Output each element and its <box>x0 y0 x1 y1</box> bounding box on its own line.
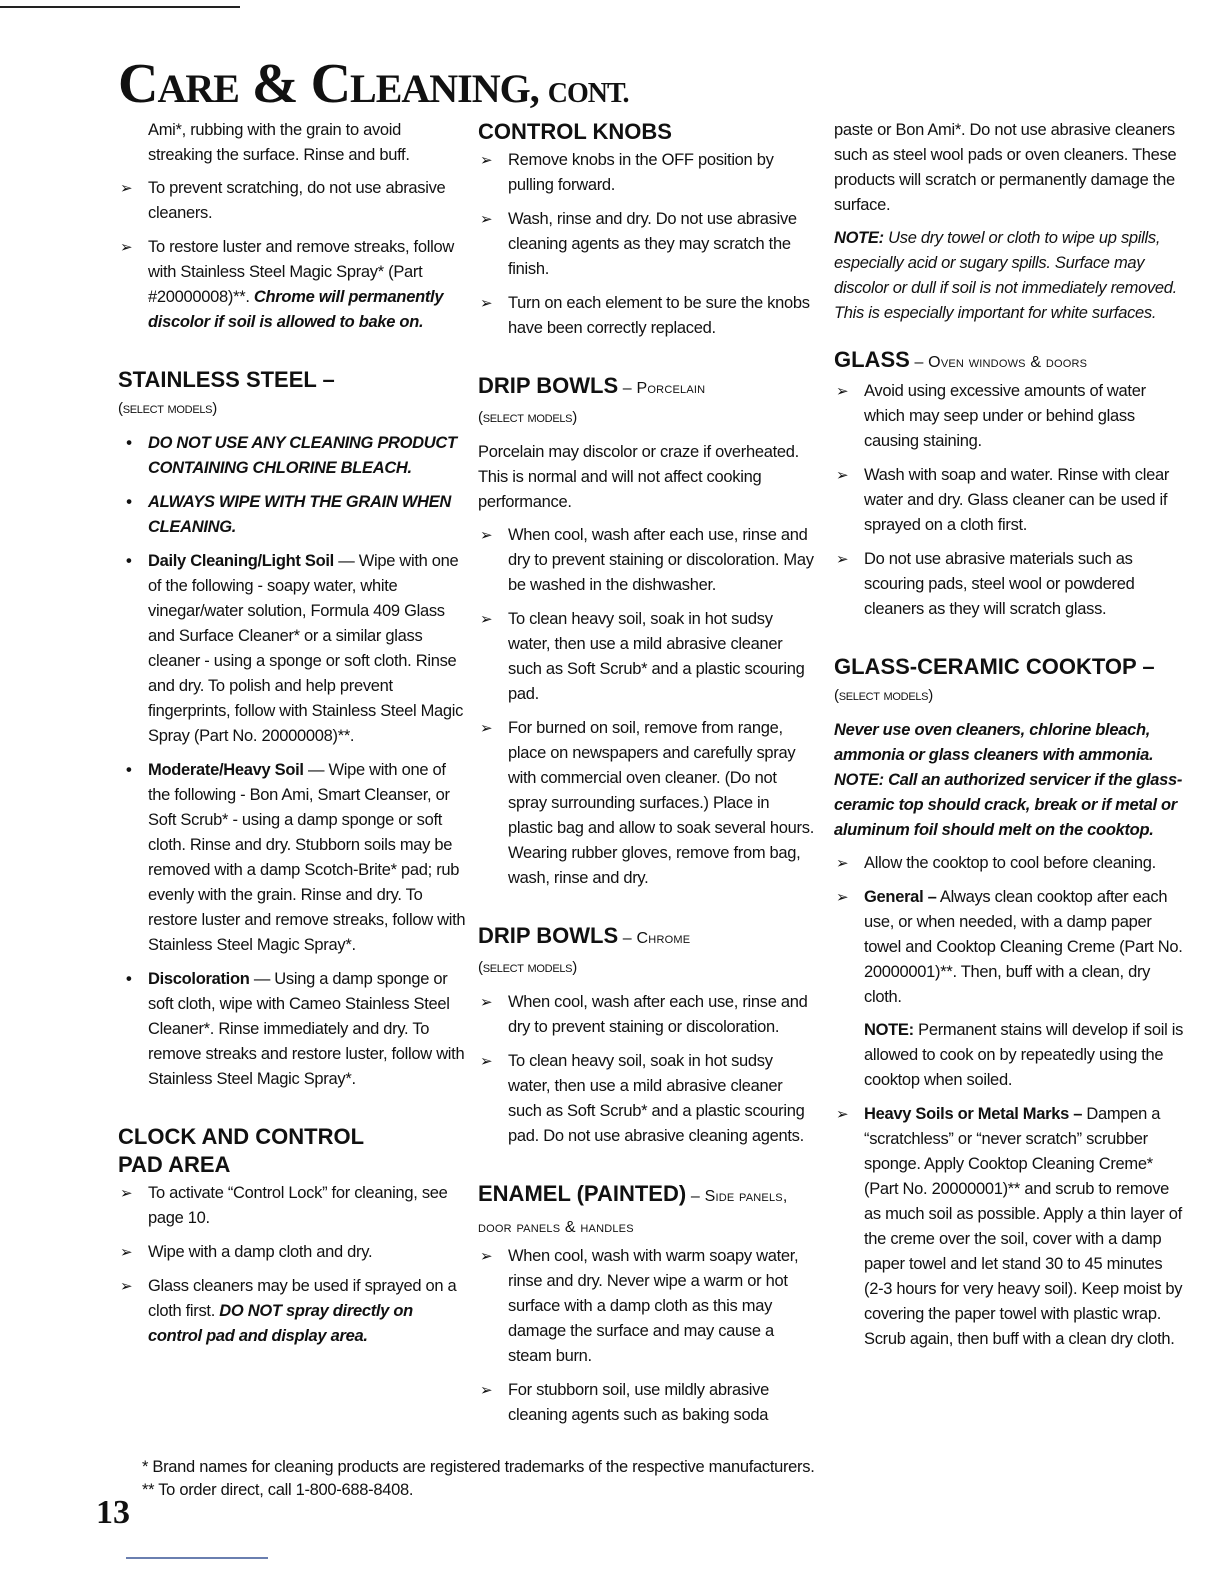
list-item: • DO NOT USE ANY CLEANING PRODUCT CONTAINING CHLORINE BLEACH. <box>118 431 466 481</box>
section-heading-enamel: ENAMEL (PAINTED) – Side panels, door panels & handles <box>478 1181 788 1236</box>
section-heading-glass: GLASS – Oven windows & doors <box>834 347 1088 372</box>
list-item: ➢ For burned on soil, remove from range, place on newspapers and carefully spray with commercial oven cleaner. (Do not spray surrounding surfaces.) Place in plastic bag and allow to soak several hours. Wearing rubber gloves, remove from bag, wash, rinse and dry. <box>478 716 814 891</box>
continued-text: Ami*, rubbing with the grain to avoid streaking the surface. Rinse and buff. <box>148 121 410 164</box>
select-models-note: (select models) <box>478 409 577 426</box>
section-heading-control-knobs: CONTROL KNOBS <box>478 119 672 144</box>
list-item: ➢ General – Always clean cooktop after each use, or when needed, with a damp paper towel and Cooktop Cleaning Creme (Part No. 20000001)**. Then, buff with a clean, dry cloth. NOTE: Permanent stains will develop if soil is allowed to cook on by repeatedly using the cooktop when soiled. <box>834 885 1184 1093</box>
list-item: ➢ To prevent scratching, do not use abrasive cleaners. <box>118 176 466 226</box>
top-rule <box>0 6 240 8</box>
list-item: ➢ Wash with soap and water. Rinse with clear water and dry. Glass cleaner can be used if sprayed on a cloth first. <box>834 463 1184 538</box>
list-item: ➢ To activate “Control Lock” for cleaning, see page 10. <box>118 1181 466 1231</box>
list-item: ➢ When cool, wash with warm soapy water, rinse and dry. Never wipe a warm or hot surface with a damp cloth as this may damage the surface and may cause a steam burn. <box>478 1244 814 1369</box>
section-heading-stainless-steel: STAINLESS STEEL – <box>118 367 335 392</box>
page-title: CARE & CLEANING, CONT. <box>118 53 629 115</box>
list-item: ➢ To restore luster and remove streaks, follow with Stainless Steel Magic Spray* (Part #20000008)**. Chrome will permanently discolor if soil is allowed to bake on. <box>118 235 466 335</box>
column-right <box>834 118 1184 1361</box>
footnote-trademarks: * Brand names for cleaning products are registered trademarks of the respective manufacturers. <box>142 1458 815 1476</box>
list-item: ➢ Glass cleaners may be used if sprayed on a cloth first. DO NOT spray directly on control pad and display area. <box>118 1274 466 1349</box>
list-item: ➢ Remove knobs in the OFF position by pulling forward. <box>478 148 814 198</box>
continued-text: paste or Bon Ami*. Do not use abrasive cleaners such as steel wool pads or oven cleaners. These products will scratch or permanently damage the surface. <box>834 121 1177 214</box>
section-heading-glass-ceramic: GLASS-CERAMIC COOKTOP – <box>834 654 1155 679</box>
select-models-note: (select models) <box>834 687 933 704</box>
section-heading-clock-control: CLOCK AND CONTROL PAD AREA <box>118 1124 365 1177</box>
list-item: ➢ Wipe with a damp cloth and dry. <box>118 1240 466 1265</box>
list-item: ➢ Do not use abrasive materials such as scouring pads, steel wool or powdered cleaners as they will scratch glass. <box>834 547 1184 622</box>
glass-list <box>834 379 1184 622</box>
list-item: ➢ For stubborn soil, use mildly abrasive cleaning agents such as baking soda <box>478 1378 814 1428</box>
list-item: ➢ When cool, wash after each use, rinse and dry to prevent staining or discoloration. <box>478 990 814 1040</box>
section-heading-drip-bowls-chrome: DRIP BOWLS – Chrome <box>478 923 691 948</box>
list-item: ➢ Turn on each element to be sure the knobs have been correctly replaced. <box>478 291 814 341</box>
list-item: • Moderate/Heavy Soil — Wipe with one of the following - Bon Ami, Smart Cleanser, or Soft Scrub* - using a damp sponge or soft cloth. Rinse and dry. Stubborn soils may be removed with a damp Scotch-Brite* pad; rub evenly with the grain. Rinse and dry. To restore luster and remove streaks, follow with Stainless Steel Magic Spray*. <box>118 758 466 958</box>
list-item: ➢ Heavy Soils or Metal Marks – Dampen a “scratchless” or “never scratch” scrubber sponge. Apply Cooktop Cleaning Creme* (Part No. 20000001)** and scrub to remove as much soil as possible. Apply a thin layer of the creme over the soil, cover with a damp paper towel and let stand 30 to 45 minutes (2-3 hours for very heavy soil). Keep moist by covering the paper towel with plastic wrap. Scrub again, then buff with a clean dry cloth. <box>834 1102 1184 1352</box>
list-item: ➢ Allow the cooktop to cool before cleaning. <box>834 851 1184 876</box>
column-middle <box>478 118 814 1437</box>
footnotes <box>142 1456 814 1502</box>
cooktop-inline-note: NOTE: Permanent stains will develop if soil is allowed to cook on by repeatedly using the cooktop when soiled. <box>864 1021 1184 1089</box>
list-item: ➢ Avoid using excessive amounts of water which may seep under or behind glass causing staining. <box>834 379 1184 454</box>
cooktop-note: NOTE: Call an authorized servicer if the glass-ceramic top should crack, break or if metal or aluminum foil should melt on the cooktop. <box>834 771 1183 839</box>
porcelain-note: Porcelain may discolor or craze if overheated. This is normal and will not affect cooking performance. <box>478 443 799 511</box>
chrome-list <box>478 990 814 1149</box>
select-models-note: (select models) <box>478 959 577 976</box>
list-item: • ALWAYS WIPE WITH THE GRAIN WHEN CLEANING. <box>118 490 466 540</box>
knobs-list <box>478 148 814 341</box>
note-paragraph: NOTE: Use dry towel or cloth to wipe up spills, especially acid or sugary spills. Surface may discolor or dull if soil is not immediately removed. This is especially important for white surfaces. <box>834 229 1177 322</box>
footnote-order: ** To order direct, call 1-800-688-8408. <box>142 1481 414 1499</box>
list-item: ➢ Wash, rinse and dry. Do not use abrasive cleaning agents as they may scratch the finish. <box>478 207 814 282</box>
porcelain-list <box>478 523 814 891</box>
bottom-rule <box>126 1557 268 1559</box>
clock-list <box>118 1181 466 1349</box>
cooktop-list <box>834 851 1184 1352</box>
stainless-list <box>118 431 466 1092</box>
continued-list <box>118 176 466 335</box>
list-item: ➢ To clean heavy soil, soak in hot sudsy water, then use a mild abrasive cleaner such as Soft Scrub* and a plastic scouring pad. Do not use abrasive cleaning agents. <box>478 1049 814 1149</box>
section-heading-drip-bowls-porcelain: DRIP BOWLS – Porcelain <box>478 373 706 398</box>
column-left <box>118 118 466 1358</box>
enamel-list <box>478 1244 814 1428</box>
list-item: ➢ To clean heavy soil, soak in hot sudsy water, then use a mild abrasive cleaner such as Soft Scrub* and a plastic scouring pad. <box>478 607 814 707</box>
cooktop-warning: Never use oven cleaners, chlorine bleach, ammonia or glass cleaners with ammonia. <box>834 721 1154 764</box>
select-models-note: (select models) <box>118 400 217 417</box>
page-number: 13 <box>96 1494 130 1531</box>
list-item: ➢ When cool, wash after each use, rinse and dry to prevent staining or discoloration. May be washed in the dishwasher. <box>478 523 814 598</box>
list-item: • Daily Cleaning/Light Soil — Wipe with one of the following - soapy water, white vinegar/water solution, Formula 409 Glass and Surface Cleaner* or a similar glass cleaner - using a sponge or soft cloth. Rinse and dry. To polish and help prevent fingerprints, follow with Stainless Steel Magic Spray (Part No. 20000008)**. <box>118 549 466 749</box>
list-item: • Discoloration — Using a damp sponge or soft cloth, wipe with Cameo Stainless Steel Cleaner*. Rinse immediately and dry. To remove streaks and restore luster, follow with Stainless Steel Magic Spray*. <box>118 967 466 1092</box>
